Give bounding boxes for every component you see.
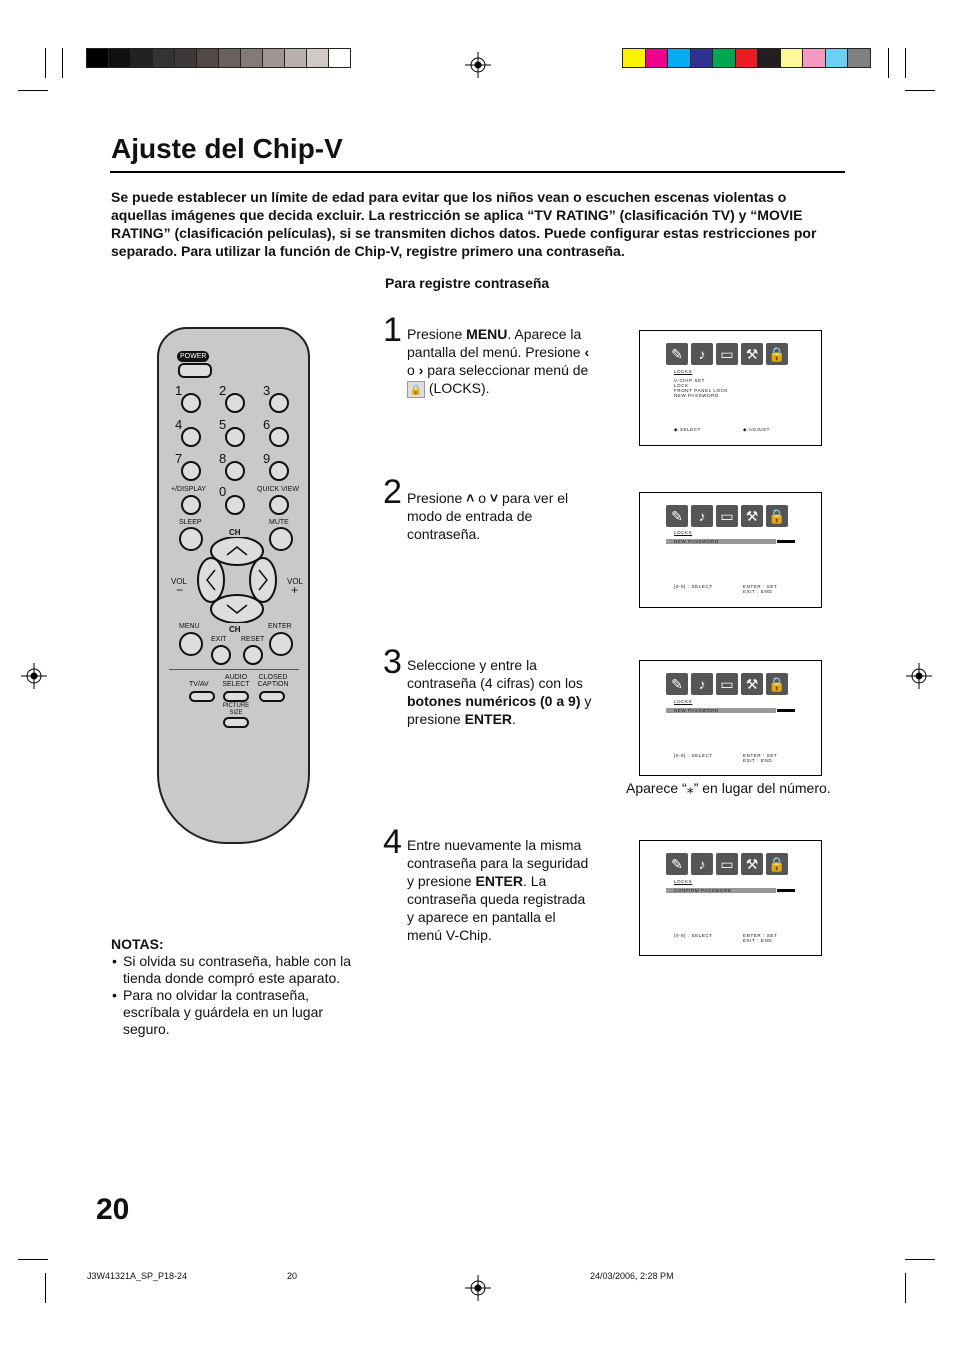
- color-swatch: [735, 48, 759, 68]
- crop-mark: [905, 1273, 906, 1303]
- color-swatch: [218, 48, 241, 68]
- menu-line: LOCK: [674, 383, 689, 388]
- screen-footer-right: EXIT : END: [743, 589, 773, 594]
- crop-mark: [905, 48, 906, 78]
- color-swatch: [240, 48, 263, 68]
- screen-footer-right: ◆:ADJUST: [743, 427, 771, 432]
- power-button[interactable]: [178, 363, 212, 378]
- menu-label: MENU: [179, 623, 200, 630]
- digit-1-button[interactable]: [181, 393, 201, 413]
- color-swatch: [86, 48, 109, 68]
- page-title: Ajuste del Chip-V: [111, 133, 343, 164]
- color-swatch: [847, 48, 871, 68]
- crop-mark: [18, 1259, 48, 1260]
- color-swatch: [196, 48, 219, 68]
- menu-icon-row: [666, 343, 788, 365]
- color-swatch: [757, 48, 781, 68]
- screen-footer-right: EXIT : END: [743, 938, 773, 943]
- brush-icon: ✎: [666, 853, 688, 875]
- digit-label: 0: [219, 484, 227, 499]
- tools-icon: ⚒: [741, 505, 763, 527]
- lock-icon: 🔒: [766, 343, 788, 365]
- screen-header: LOCKS: [674, 530, 693, 535]
- color-swatch: [622, 48, 646, 68]
- menu-line: FRONT PANEL LOCK: [674, 388, 729, 393]
- tv-icon: ▭: [716, 853, 738, 875]
- color-swatch: [306, 48, 329, 68]
- crop-mark: [905, 90, 935, 91]
- tools-icon: ⚒: [741, 343, 763, 365]
- reset-label: RESET: [241, 636, 265, 643]
- sleep-label: SLEEP: [179, 519, 202, 526]
- vol-left-label: VOL: [171, 577, 188, 586]
- digit-label: 9: [263, 451, 271, 466]
- exit-button[interactable]: [211, 645, 231, 665]
- digit-label: 8: [219, 451, 227, 466]
- crop-mark: [45, 1273, 46, 1303]
- remote-control: [157, 327, 310, 844]
- step-number: 1: [383, 311, 402, 349]
- step-1-text: Presione MENU. Aparece la pantalla del menú. Presione ‹ o › para seleccionar menú de 🔒 (LOCKS).: [407, 326, 590, 396]
- color-swatch: [825, 48, 849, 68]
- screen-footer-right: ENTER : SET: [743, 933, 778, 938]
- crop-mark: [905, 1259, 935, 1260]
- lock-icon: 🔒: [766, 853, 788, 875]
- color-swatch: [780, 48, 804, 68]
- color-swatch: [284, 48, 307, 68]
- menu-icon-row: [666, 673, 788, 695]
- music-note-icon: ♪: [691, 505, 713, 527]
- step-3-text: Seleccione y entre la contraseña (4 cifras) con los botones numéricos (0 a 9) y presione ENTER.: [407, 657, 592, 727]
- color-swatch: [174, 48, 197, 68]
- audio-select-button[interactable]: [223, 691, 249, 702]
- menu-icon-row: [666, 505, 788, 527]
- screen-header: LOCKS: [674, 879, 693, 884]
- music-note-icon: ♪: [691, 853, 713, 875]
- up-arrow-icon: ˄: [466, 490, 475, 506]
- color-swatch: [645, 48, 669, 68]
- vol-right-label: VOL: [287, 577, 304, 586]
- registration-target-icon: [465, 1275, 491, 1301]
- footer-page: 20: [287, 1271, 298, 1281]
- color-swatch: [108, 48, 131, 68]
- step-number: 2: [383, 473, 402, 511]
- step-number: 3: [383, 643, 402, 681]
- menu-line: NEW PASSWORD: [674, 393, 719, 398]
- digit-7-button[interactable]: [181, 461, 201, 481]
- page-number: 20: [96, 1193, 130, 1226]
- tv-icon: ▭: [716, 505, 738, 527]
- password-row: CONFIRM PASSWORD: [666, 888, 796, 893]
- crop-mark: [45, 48, 46, 78]
- digit-0-button[interactable]: [225, 495, 245, 515]
- tv-icon: ▭: [716, 673, 738, 695]
- menu-button[interactable]: [179, 632, 203, 656]
- reset-button[interactable]: [243, 645, 263, 665]
- lock-icon: 🔒: [766, 505, 788, 527]
- digit-4-button[interactable]: [181, 427, 201, 447]
- ch-down-label: CH: [229, 625, 241, 634]
- step-2-text: Presione ˄ o ˅ para ver el modo de entrada de contraseña.: [407, 490, 569, 542]
- digit-label: 2: [219, 383, 227, 398]
- color-swatch: [690, 48, 714, 68]
- color-swatch: [152, 48, 175, 68]
- down-arrow-icon: ˅: [489, 490, 499, 506]
- note-item: • Para no olvidar la contraseña, escríbala y guárdela en un lugar seguro.: [123, 987, 366, 1038]
- digit-label: 3: [263, 383, 271, 398]
- exit-label: EXIT: [211, 636, 227, 643]
- brush-icon: ✎: [666, 343, 688, 365]
- brush-icon: ✎: [666, 505, 688, 527]
- section-subheading: Para registre contraseña: [385, 275, 550, 291]
- digit-9-button[interactable]: [269, 461, 289, 481]
- screen-footer-left: [0-9] : SELECT: [674, 933, 713, 938]
- menu-screen-4: [639, 840, 822, 956]
- left-arrow-icon: ‹: [584, 344, 590, 360]
- ch-up-label: CH: [229, 528, 241, 537]
- asterisk-caption: Aparece “⁎” en lugar del número.: [626, 780, 831, 796]
- password-field: [776, 539, 796, 544]
- crop-mark: [18, 90, 48, 91]
- notes-block: [111, 936, 366, 1038]
- tv-icon: ▭: [716, 343, 738, 365]
- audio-select-label: AUDIO SELECT: [222, 674, 250, 688]
- closed-caption-button[interactable]: [259, 691, 285, 702]
- display-label: +/DISPLAY: [171, 486, 207, 493]
- screen-footer-left: ◆:SELECT: [674, 427, 702, 432]
- menu-screen-3: [639, 660, 822, 776]
- color-swatch: [328, 48, 351, 68]
- color-swatch: [262, 48, 285, 68]
- lock-icon: 🔒: [766, 673, 788, 695]
- digit-label: 4: [175, 417, 183, 432]
- notes-heading: NOTAS:: [111, 936, 164, 952]
- menu-screen-2: [639, 492, 822, 608]
- screen-footer-right: ENTER : SET: [743, 753, 778, 758]
- brush-icon: ✎: [666, 673, 688, 695]
- screen-header: LOCKS: [674, 369, 693, 374]
- power-label: POWER: [177, 351, 209, 362]
- display-button[interactable]: [181, 495, 201, 515]
- screen-header: LOCKS: [674, 699, 693, 704]
- enter-button[interactable]: [269, 632, 293, 656]
- tv-av-label: TV/AV: [189, 681, 209, 688]
- quick-view-label: QUICK VIEW: [257, 486, 300, 493]
- minus-label: −: [176, 583, 184, 597]
- color-swatch: [667, 48, 691, 68]
- digit-5-button[interactable]: [225, 427, 245, 447]
- registration-target-icon: [465, 52, 491, 78]
- digit-label: 6: [263, 417, 271, 432]
- registration-target-icon: [21, 663, 47, 689]
- plus-label: +: [291, 583, 299, 597]
- footer-date: 24/03/2006, 2:28 PM: [590, 1271, 674, 1281]
- color-swatch: [712, 48, 736, 68]
- note-item: • Si olvida su contraseña, hable con la tienda donde compró este aparato.: [123, 953, 366, 987]
- password-field: [776, 708, 796, 713]
- color-swatch: [130, 48, 153, 68]
- quick-view-button[interactable]: [269, 495, 289, 515]
- crop-mark: [62, 48, 63, 78]
- menu-screen-1: [639, 330, 822, 446]
- step-4-text: Entre nuevamente la misma contraseña para la seguridad y presione ENTER. La contraseña queda registrada y aparece en pantalla el menú V-Chip.: [407, 837, 589, 943]
- digit-3-button[interactable]: [269, 393, 289, 413]
- step-number: 4: [383, 823, 402, 861]
- screen-footer-right: ENTER : SET: [743, 584, 778, 589]
- password-field: [776, 888, 796, 893]
- tv-av-button[interactable]: [189, 691, 215, 702]
- screen-footer-left: [0-9] : SELECT: [674, 584, 713, 589]
- tools-icon: ⚒: [741, 673, 763, 695]
- digit-2-button[interactable]: [225, 393, 245, 413]
- screen-footer-right: EXIT : END: [743, 758, 773, 763]
- crop-mark: [888, 48, 889, 78]
- tools-icon: ⚒: [741, 853, 763, 875]
- digit-label: 7: [175, 451, 183, 466]
- lock-icon: 🔒: [407, 381, 425, 398]
- direction-pad[interactable]: [197, 537, 277, 623]
- menu-icon-row: [666, 853, 788, 875]
- footer-file: J3W41321A_SP_P18-24: [87, 1271, 188, 1281]
- enter-label: ENTER: [268, 623, 292, 630]
- mute-label: MUTE: [269, 519, 289, 526]
- digit-8-button[interactable]: [225, 461, 245, 481]
- panel-divider: [169, 669, 299, 670]
- menu-line: V-CHIP SET: [674, 378, 705, 383]
- registration-target-icon: [906, 663, 932, 689]
- picture-size-button[interactable]: [223, 717, 249, 728]
- music-note-icon: ♪: [691, 673, 713, 695]
- password-row: NEW PASSWORD: [666, 708, 796, 713]
- digit-label: 5: [219, 417, 227, 432]
- picture-size-label: PICTURE SIZE: [222, 703, 250, 716]
- intro-paragraph: Se puede establecer un límite de edad para evitar que los niños vean o escuchen escenas violentas o aquellas imágenes que decida excluir. La restricción se aplica “TV RATING” (clasificación TV) y “MOVIE RATING” (clasificación películas), si se transmiten dichos datos. Puede configurar estas restricciones por separado. Para utilizar la función de Chip-V, registre primero una contraseña.: [111, 189, 817, 259]
- screen-footer-left: [0-9] : SELECT: [674, 753, 713, 758]
- title-rule: [110, 171, 845, 173]
- color-swatch: [802, 48, 826, 68]
- closed-caption-label: CLOSED CAPTION: [257, 674, 289, 688]
- password-row: NEW PASSWORD: [666, 539, 796, 544]
- music-note-icon: ♪: [691, 343, 713, 365]
- right-arrow-icon: ›: [418, 362, 424, 378]
- digit-label: 1: [175, 383, 183, 398]
- digit-6-button[interactable]: [269, 427, 289, 447]
